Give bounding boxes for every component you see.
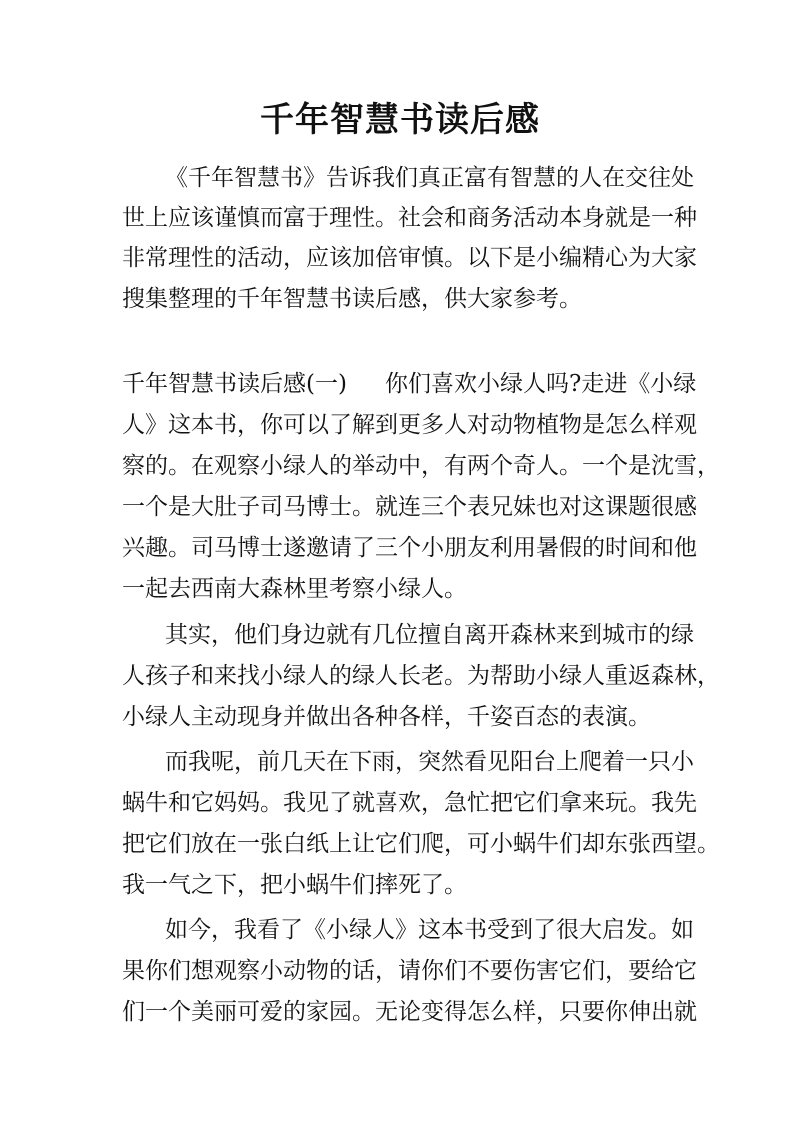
intro-line-3: 非常理性的活动，应该加倍审慎。以下是小编精心为大家 [122, 245, 697, 271]
paragraph2-line-3: 小绿人主动现身并做出各种各样，千姿百态的表演。 [122, 704, 651, 730]
section1-line-5: 兴趣。司马博士遂邀请了三个小朋友利用暑假的时间和他 [122, 535, 697, 561]
intro-line-2: 世上应该谨慎而富于理性。社会和商务活动本身就是一种 [122, 205, 697, 231]
paragraph4-line-3: 们一个美丽可爱的家园。无论变得怎么样，只要你伸出就 [122, 999, 697, 1025]
section1-line-6: 一起去西南大森林里考察小绿人。 [122, 576, 467, 602]
paragraph3-line-3: 把它们放在一张白纸上让它们爬，可小蜗牛们却东张西望。 [122, 831, 720, 857]
document-title: 千年智慧书读后感 [260, 100, 540, 140]
paragraph4-line-2: 果你们想观察小动物的话，请你们不要伤害它们，要给它 [122, 958, 697, 984]
section1-line-2: 人》这本书，你可以了解到更多人对动物植物是怎么样观 [122, 412, 697, 438]
paragraph3-line-1: 而我呢，前几天在下雨，突然看见阳台上爬着一只小 [165, 749, 694, 775]
paragraph3-line-4: 我一气之下，把小蜗牛们摔死了。 [122, 872, 467, 898]
section1-line-3: 察的。在观察小绿人的举动中，有两个奇人。一个是沈雪， [122, 453, 720, 479]
intro-line-4: 搜集整理的千年智慧书读后感，供大家参考。 [122, 286, 582, 312]
section1-heading: 千年智慧书读后感(一) [122, 371, 347, 397]
section1-line-4: 一个是大肚子司马博士。就连三个表兄妹也对这课题很感 [122, 494, 697, 520]
section1-first-line-text: 你们喜欢小绿人吗?走进《小绿 [384, 371, 697, 397]
paragraph3-line-2: 蜗牛和它妈妈。我见了就喜欢，急忙把它们拿来玩。我先 [122, 790, 697, 816]
intro-line-1: 《千年智慧书》告诉我们真正富有智慧的人在交往处 [165, 165, 694, 191]
paragraph4-line-1: 如今，我看了《小绿人》这本书受到了很大启发。如 [165, 917, 694, 943]
section1-first-line [122, 364, 697, 404]
paragraph2-line-1: 其实，他们身边就有几位擅自离开森林来到城市的绿 [165, 622, 694, 648]
paragraph2-line-2: 人孩子和来找小绿人的绿人长老。为帮助小绿人重返森林， [122, 663, 720, 689]
